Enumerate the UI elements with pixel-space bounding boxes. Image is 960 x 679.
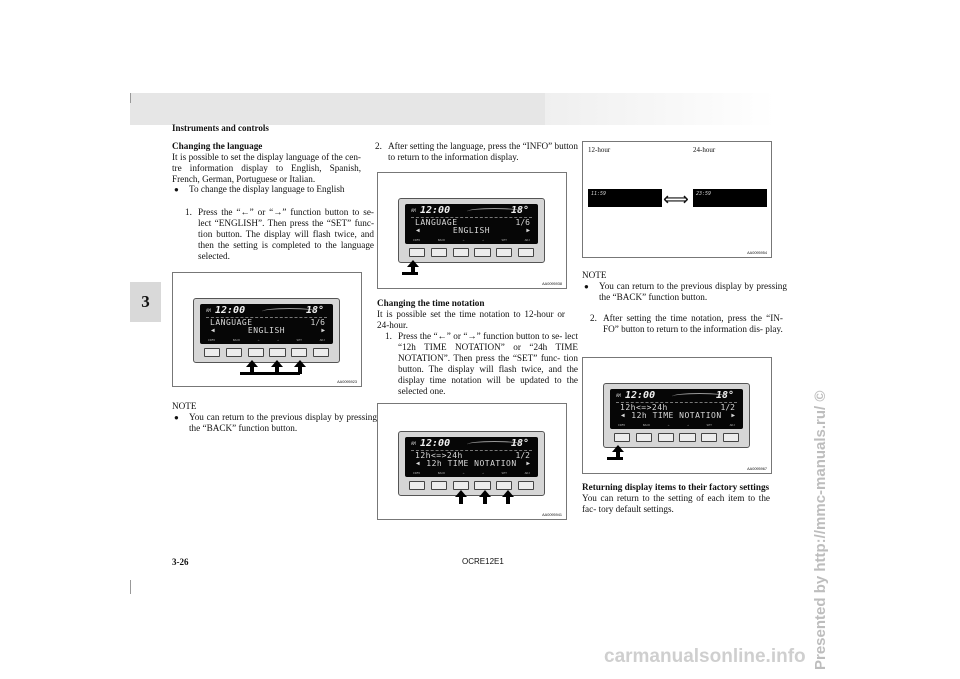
figure-code: AA0095954	[747, 251, 767, 255]
chapter-tab: 3	[130, 282, 161, 322]
language-figure	[172, 272, 362, 387]
language-bullet: ● To change the display language to English	[172, 184, 361, 195]
arrow-up-icon	[246, 360, 258, 367]
step-text: After setting the time notation, press the “IN- FO” button to return to the information dis- play.	[603, 313, 783, 334]
left-button	[248, 348, 264, 357]
clock-readout: 12:00	[420, 438, 451, 449]
fn-label-adj: ADJ	[729, 423, 735, 427]
temperature-readout: 18°	[510, 438, 529, 449]
figure-code: AA0095967	[747, 467, 767, 471]
menu-label: 12h<=>24h	[415, 451, 463, 460]
function-buttons	[614, 433, 739, 442]
fn-label-right: →	[277, 338, 279, 342]
fn-label-left: ←	[462, 471, 465, 475]
menu-value: 12h TIME NOTATION	[631, 411, 722, 420]
adj-button	[518, 248, 534, 257]
function-buttons	[409, 248, 534, 257]
crop-mark	[130, 93, 131, 103]
arrow-up-icon	[479, 490, 491, 497]
display-panel	[603, 383, 750, 448]
note-label: NOTE	[582, 270, 607, 280]
language-intro: It is possible to set the display language of the cen- tre information display to English, Spanish, French, German, Portuguese or Italian.	[172, 152, 361, 184]
24-hour-time: 23:59	[696, 191, 712, 197]
fn-label-adj: ADJ	[319, 338, 325, 342]
back-button	[431, 248, 447, 257]
note-text: ● You can return to the previous display by pressing the “BACK” function button.	[172, 412, 377, 434]
fn-label-adj: ADJ	[524, 238, 530, 242]
left-button	[453, 481, 469, 490]
left-arrow-icon: ◀	[211, 327, 215, 334]
menu-page: 1/6	[310, 318, 325, 327]
step-number: 2.	[590, 313, 597, 323]
am-indicator: AM	[206, 308, 211, 313]
arrow-up-icon	[455, 490, 467, 497]
fn-label-set: SET	[706, 423, 712, 427]
function-labels	[618, 423, 735, 427]
vertical-watermark: Presented by http://mmc-manuals.ru/ ©	[812, 390, 829, 670]
menu-label: 12h<=>24h	[620, 403, 668, 412]
menu-label: LANGUAGE	[210, 318, 253, 327]
clock-readout: 12:00	[625, 390, 656, 401]
section-title: Instruments and controls	[172, 123, 269, 133]
step-text: Press the “←” or “→” function button to se- lect “ENGLISH”. Then press the “SET” func- tion button. The display will flash twice, and then the setting is completed to the language selected.	[198, 207, 374, 261]
arrow-connector	[402, 272, 418, 275]
temperature-readout: 18°	[305, 305, 324, 316]
fn-label-set: SET	[501, 471, 507, 475]
function-labels	[208, 338, 325, 342]
set-button	[291, 348, 307, 357]
fn-label-left: ←	[667, 423, 670, 427]
right-arrow-icon: ▶	[526, 227, 530, 234]
step-text: Press the “←” or “→” function button to se- lect “12h TIME NOTATION” or “24h TIME NOTATION”. Then press the “SET” func- tion button. The display will flash twice, and the display time notation will be updated to the selected one.	[398, 331, 578, 396]
display-panel	[398, 198, 545, 263]
arrow-up-icon	[502, 490, 514, 497]
fn-label-left: ←	[257, 338, 260, 342]
function-buttons	[204, 348, 329, 357]
fn-label-adj: ADJ	[524, 471, 530, 475]
left-arrow-icon: ◀	[416, 460, 420, 467]
menu-value: 12h TIME NOTATION	[426, 459, 517, 468]
lcd-screen	[200, 304, 333, 344]
lcd-screen	[610, 389, 743, 429]
time-notation-figure	[377, 403, 567, 520]
fn-label-back: BACK	[437, 471, 446, 475]
time-intro: It is possible set the time notation to 12-hour or 24-hour.	[377, 309, 565, 330]
figure-code: AA0095938	[542, 282, 562, 286]
info-button	[409, 248, 425, 257]
right-button	[474, 248, 490, 257]
fn-label-info: INFO	[618, 423, 626, 427]
display-panel	[193, 298, 340, 363]
fn-label-set: SET	[501, 238, 507, 242]
display-panel	[398, 431, 545, 496]
left-button	[453, 248, 469, 257]
header-bar	[130, 93, 545, 125]
time-step-1	[385, 331, 578, 397]
step-number: 1.	[185, 207, 192, 217]
clock-readout: 12:00	[420, 205, 451, 216]
back-button	[636, 433, 652, 442]
menu-page: 1/2	[720, 403, 735, 412]
back-button	[431, 481, 447, 490]
language-step-2	[375, 141, 578, 163]
language-step-1	[185, 207, 374, 262]
left-arrow-icon: ◀	[416, 227, 420, 234]
left-arrow-icon: ◀	[621, 412, 625, 419]
document-code: OCRE12E1	[462, 557, 504, 566]
menu-page: 1/6	[515, 218, 530, 227]
fn-label-back: BACK	[437, 238, 446, 242]
right-button	[269, 348, 285, 357]
fn-label-right: →	[482, 471, 484, 475]
fn-label-set: SET	[296, 338, 302, 342]
right-button	[474, 481, 490, 490]
adj-button	[723, 433, 739, 442]
menu-value: ENGLISH	[452, 226, 491, 235]
arrow-up-icon	[271, 360, 283, 367]
info-button	[409, 481, 425, 490]
adj-button	[518, 481, 534, 490]
step-text: After setting the language, press the “INFO” button to return to the information display.	[388, 141, 578, 162]
right-button	[679, 433, 695, 442]
clock-readout: 12:00	[215, 305, 246, 316]
info-button-figure-2	[582, 357, 772, 474]
crop-mark	[130, 580, 131, 594]
left-button	[658, 433, 674, 442]
note-text: ● You can return to the previous display by pressing the “BACK” function button.	[582, 281, 787, 303]
function-labels	[413, 471, 530, 475]
step-number: 1.	[385, 331, 392, 341]
arrow-up-icon	[612, 445, 624, 452]
arrow-up-icon	[407, 260, 419, 267]
fn-label-info: INFO	[413, 238, 421, 242]
temperature-readout: 18°	[510, 205, 529, 216]
fn-label-back: BACK	[232, 338, 241, 342]
fn-label-left: ←	[462, 238, 465, 242]
step-number: 2.	[375, 141, 382, 151]
factory-text: You can return to the setting of each item to the fac- tory default settings.	[582, 493, 770, 514]
temperature-readout: 18°	[715, 390, 734, 401]
am-indicator: AM	[411, 208, 416, 213]
12-hour-display	[588, 189, 662, 207]
fn-label-right: →	[482, 238, 484, 242]
time-step-2	[590, 313, 783, 335]
function-labels	[413, 238, 530, 242]
fn-label-info: INFO	[413, 471, 421, 475]
double-arrow-icon: ⟺	[663, 189, 689, 210]
fn-label-right: →	[687, 423, 689, 427]
site-watermark: carmanualsonline.info	[604, 646, 806, 667]
24-hour-label: 24-hour	[693, 146, 716, 154]
menu-page: 1/2	[515, 451, 530, 460]
info-button	[204, 348, 220, 357]
figure-code: AA0095941	[542, 513, 562, 517]
fn-label-info: INFO	[208, 338, 216, 342]
note-label: NOTE	[172, 401, 197, 411]
arrow-connector	[607, 457, 623, 460]
right-arrow-icon: ▶	[321, 327, 325, 334]
function-buttons	[409, 481, 534, 490]
arrow-up-icon	[294, 360, 306, 367]
back-button	[226, 348, 242, 357]
lcd-screen	[405, 437, 538, 477]
set-button	[496, 481, 512, 490]
header-bar-fade	[545, 93, 775, 125]
fn-label-back: BACK	[642, 423, 651, 427]
figure-code: AA0095923	[337, 380, 357, 384]
info-button-figure	[377, 172, 567, 289]
12-hour-time: 11:59	[591, 191, 607, 197]
menu-value: ENGLISH	[247, 326, 286, 335]
page-number: 3-26	[172, 557, 189, 567]
time-heading: Changing the time notation	[377, 298, 485, 308]
am-indicator: AM	[411, 441, 416, 446]
adj-button	[313, 348, 329, 357]
set-button	[701, 433, 717, 442]
24-hour-display	[693, 189, 767, 207]
12-hour-label: 12-hour	[588, 146, 611, 154]
arrow-connector	[240, 372, 300, 375]
right-arrow-icon: ▶	[731, 412, 735, 419]
right-arrow-icon: ▶	[526, 460, 530, 467]
factory-heading: Returning display items to their factory settings	[582, 482, 770, 492]
am-indicator: AM	[616, 393, 621, 398]
menu-label: LANGUAGE	[415, 218, 458, 227]
set-button	[496, 248, 512, 257]
info-button	[614, 433, 630, 442]
lcd-screen	[405, 204, 538, 244]
language-heading: Changing the language	[172, 141, 263, 151]
